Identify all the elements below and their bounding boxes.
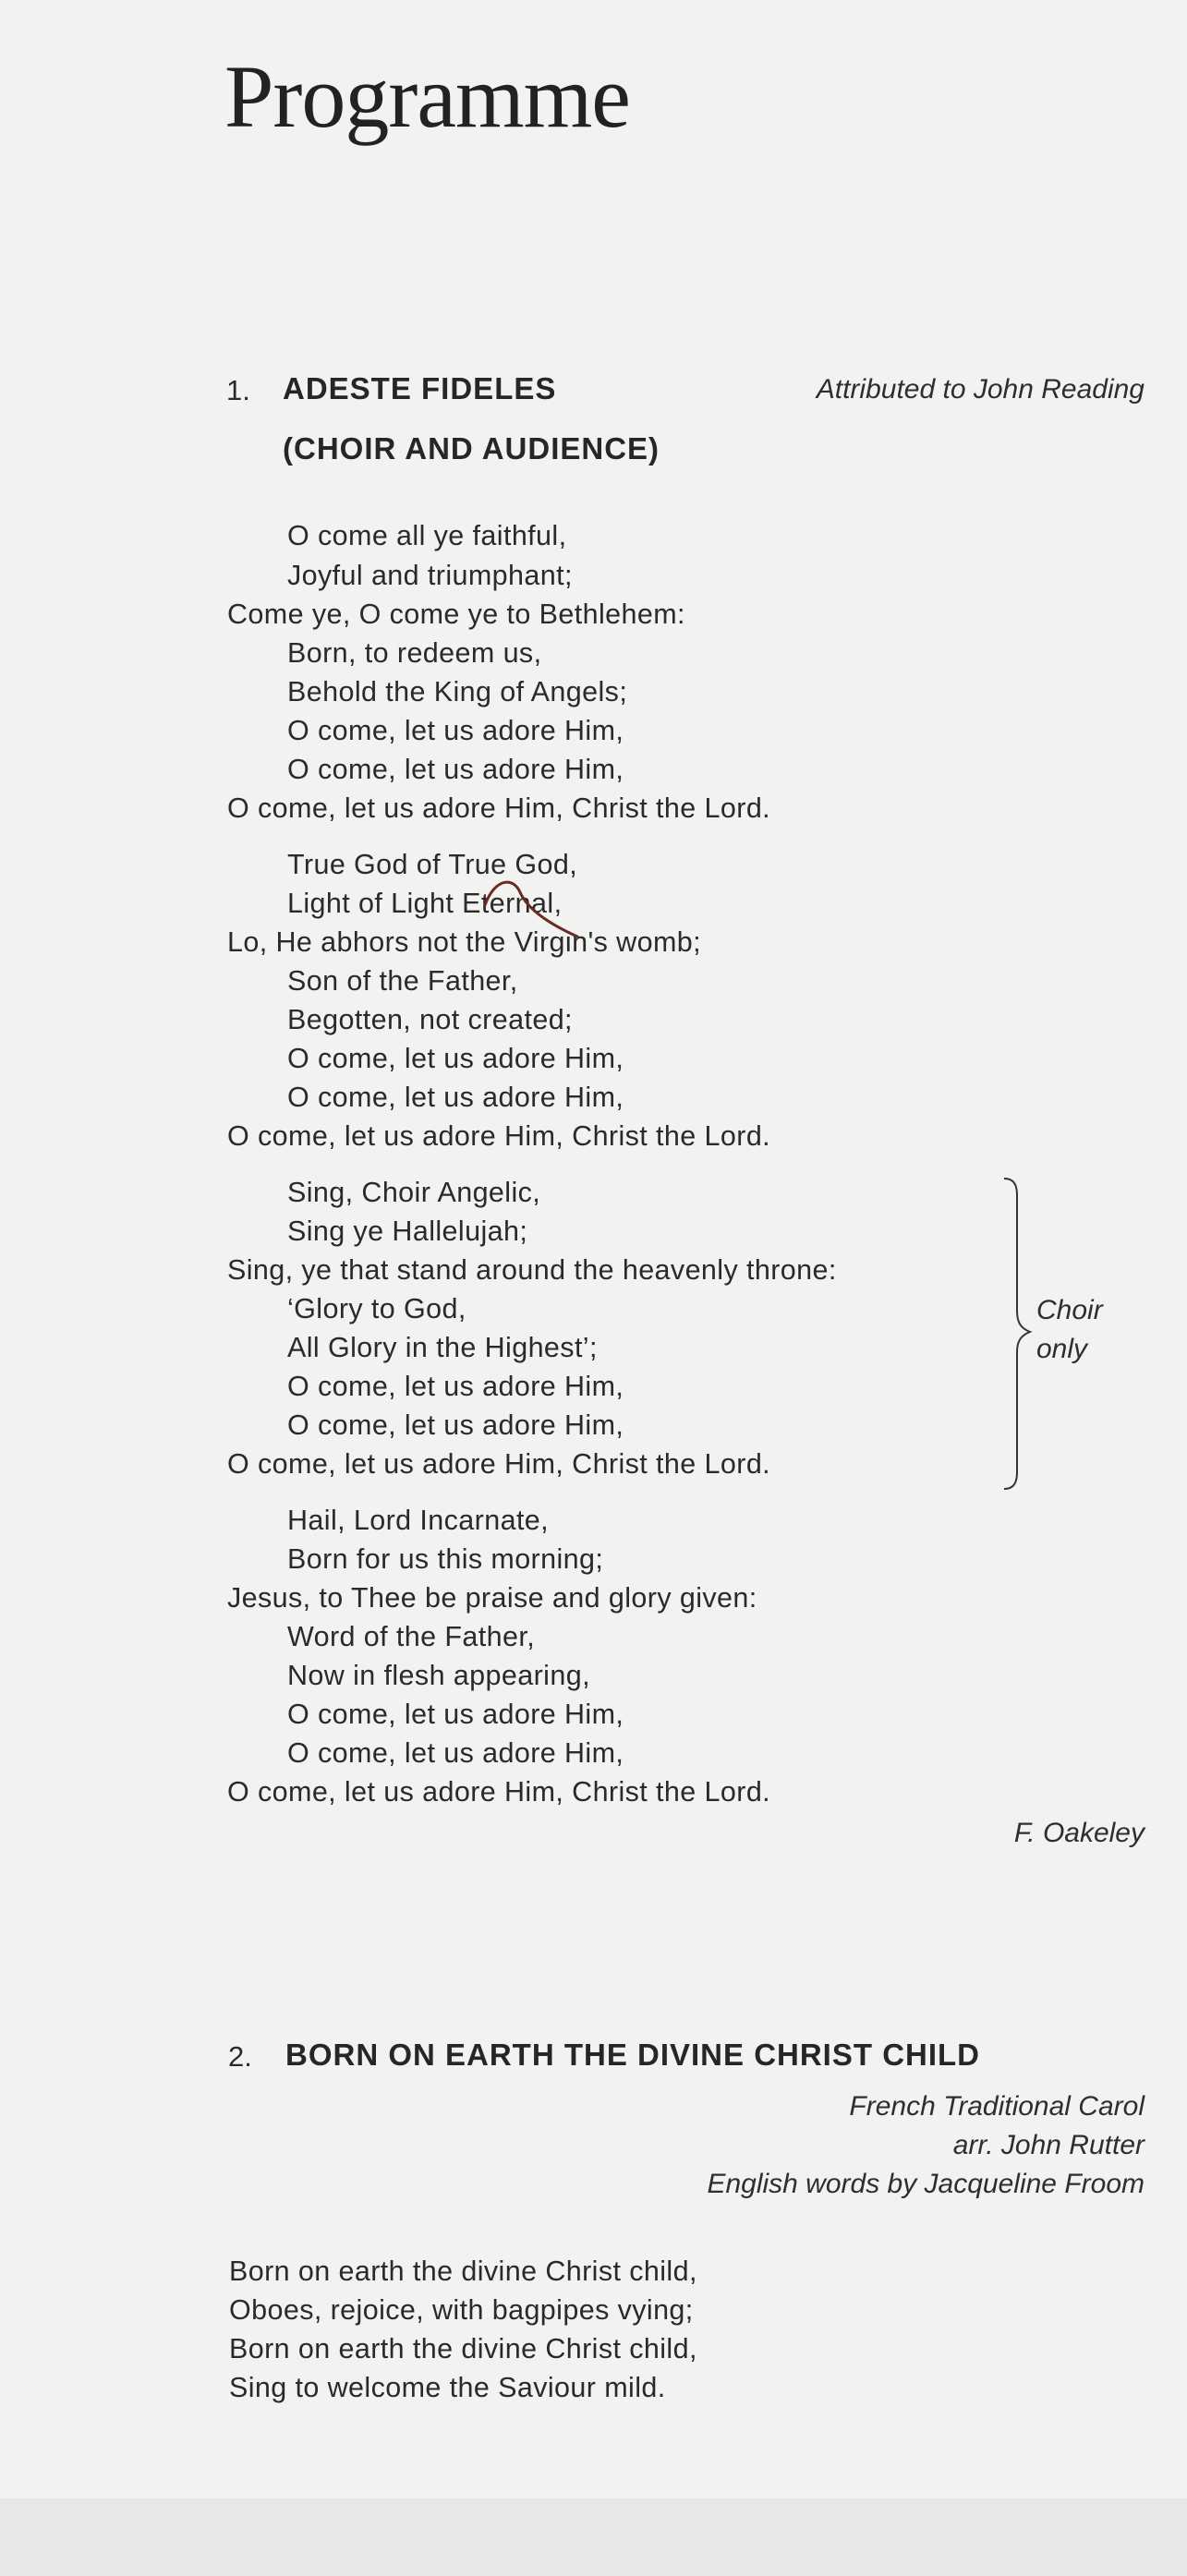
verse-line: Sing, Choir Angelic, [287, 1177, 541, 1208]
verse-line: Born on earth the divine Christ child, [229, 2333, 697, 2364]
item-number: 2. [228, 2040, 252, 2073]
verse-line: O come, let us adore Him, [287, 1409, 624, 1441]
verse-line: Born, to redeem us, [287, 637, 542, 669]
item-subtitle: (CHOIR AND AUDIENCE) [283, 431, 660, 466]
verse-line: Sing to welcome the Saviour mild. [229, 2372, 666, 2403]
verse-line: Son of the Father, [287, 965, 518, 997]
verse-line: O come, let us adore Him, [287, 1082, 624, 1113]
verse-line: Behold the King of Angels; [287, 676, 628, 707]
pen-mark-icon [476, 868, 587, 942]
verse-line: Born on earth the divine Christ child, [229, 2256, 697, 2287]
lyricist-credit: English words by Jacqueline Froom [707, 2169, 1145, 2199]
verse-line: Light of Light Eternal, [287, 888, 563, 919]
verse-line: Jesus, to Thee be praise and glory given: [227, 1582, 757, 1614]
verse-line: O come, let us adore Him, [287, 1737, 624, 1769]
verse-line: O come, let us adore Him, Christ the Lord. [227, 1120, 771, 1152]
verse-line: O come, let us adore Him, [287, 1699, 624, 1730]
verse-line: Word of the Father, [287, 1621, 536, 1652]
verse-line: O come all ye faithful, [287, 520, 567, 551]
composer-credit: French Traditional Carol [849, 2091, 1145, 2122]
verse-line: All Glory in the Highest’; [287, 1332, 598, 1363]
verse-line: True God of True God, [287, 849, 578, 880]
verse-line: Lo, He abhors not the Virgin's womb; [227, 926, 702, 958]
verse-line: O come, let us adore Him, [287, 1371, 624, 1402]
page-title: Programme [224, 47, 630, 146]
verse-line: ‘Glory to God, [287, 1293, 466, 1324]
choir-note-line: Choir [1036, 1295, 1103, 1325]
choir-note-line: only [1036, 1334, 1088, 1364]
verse-line: Born for us this morning; [287, 1543, 604, 1575]
item-title: ADESTE FIDELES [283, 371, 557, 405]
verse-line: O come, let us adore Him, Christ the Lord. [227, 1448, 771, 1480]
verse-line: Sing, ye that stand around the heavenly throne: [227, 1254, 837, 1286]
verse-line: O come, let us adore Him, Christ the Lord. [227, 792, 771, 824]
verse-line: Sing ye Hallelujah; [287, 1215, 528, 1247]
item-title: BORN ON EARTH THE DIVINE CHRIST CHILD [285, 2038, 981, 2072]
verse-line: Oboes, rejoice, with bagpipes vying; [229, 2294, 694, 2326]
composer-credit: Attributed to John Reading [816, 374, 1145, 405]
verse-line: Hail, Lord Incarnate, [287, 1505, 550, 1536]
item-number: 1. [226, 374, 250, 406]
verse-line: O come, let us adore Him, [287, 754, 624, 785]
page-bottom-margin [0, 2498, 1187, 2576]
arranger-credit: arr. John Rutter [952, 2130, 1145, 2160]
verse-line: Begotten, not created; [287, 1004, 573, 1035]
choir-bracket-icon [1000, 1177, 1037, 1491]
translator-credit: F. Oakeley [1013, 1818, 1145, 1848]
verse-line: Now in flesh appearing, [287, 1660, 590, 1691]
verse-line: O come, let us adore Him, [287, 1043, 624, 1074]
verse-line: Come ye, O come ye to Bethlehem: [227, 599, 685, 630]
verse-line: O come, let us adore Him, Christ the Lord. [227, 1776, 771, 1808]
verse-line: Joyful and triumphant; [287, 560, 573, 591]
verse-line: O come, let us adore Him, [287, 715, 624, 746]
